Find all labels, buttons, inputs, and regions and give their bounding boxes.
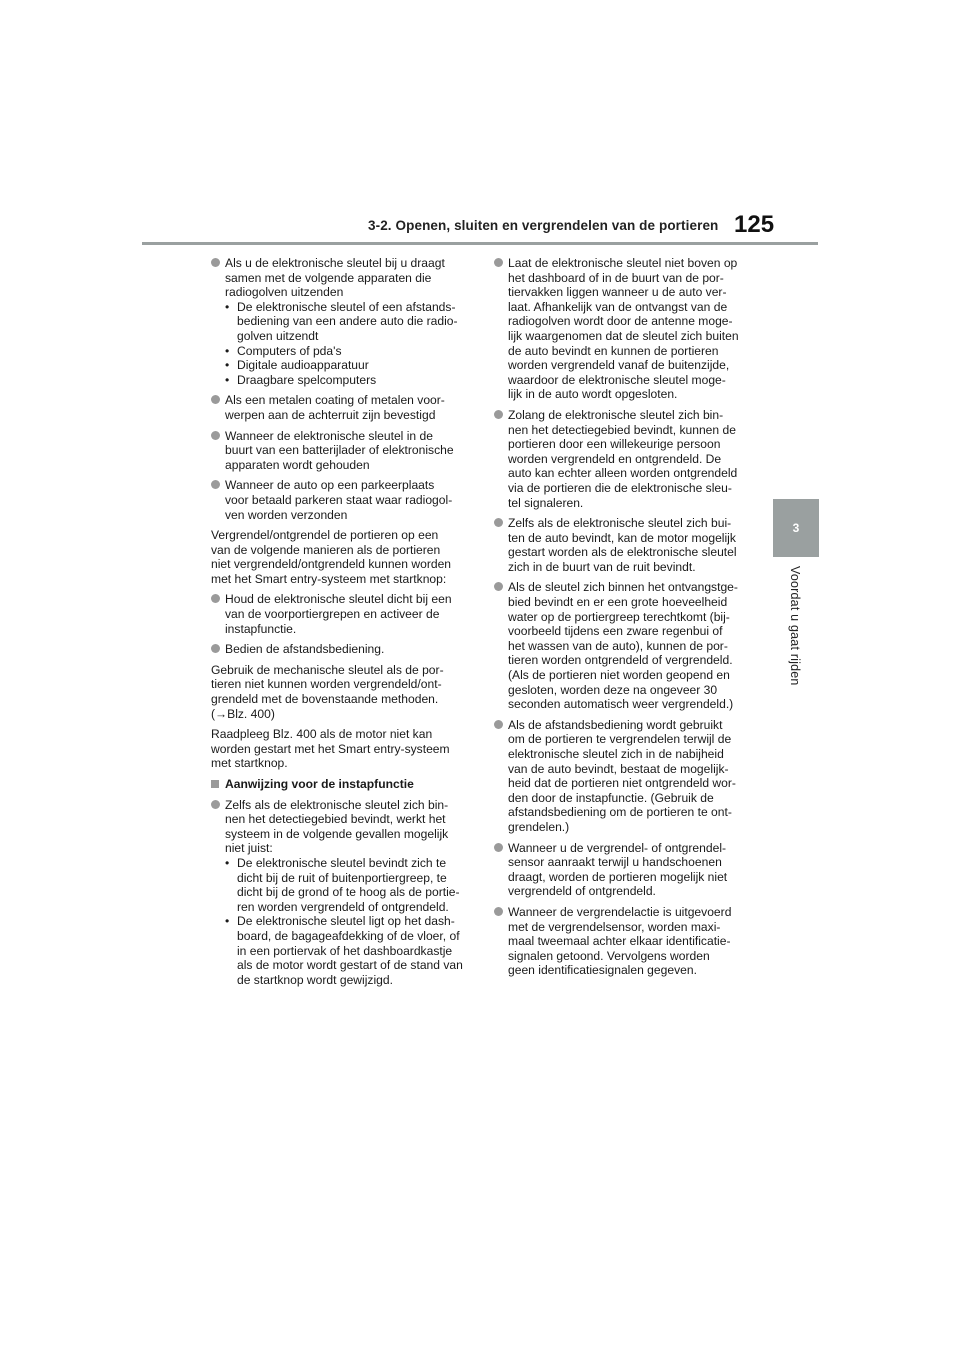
chapter-tab bbox=[773, 499, 819, 557]
text-line: dicht bij de ruit of buitenportiergreep, te bbox=[237, 870, 447, 885]
text-line: dicht bij de grond of te hoog als de portie- bbox=[237, 885, 460, 900]
text-line: Computers of pda's bbox=[237, 343, 342, 358]
text-line: met startknop. bbox=[211, 756, 288, 771]
list-item bbox=[211, 429, 471, 473]
text-line: de auto bevindt en kunnen de portieren bbox=[508, 343, 719, 358]
text-line: waardoor de elektronische sleutel moge- bbox=[508, 372, 726, 387]
bullet-icon bbox=[211, 395, 220, 404]
text-line: Als de afstandsbediening wordt gebruikt bbox=[508, 717, 723, 732]
list-item bbox=[211, 478, 471, 522]
sub-list bbox=[225, 856, 471, 987]
text-line: Zolang de elektronische sleutel zich bin- bbox=[508, 407, 724, 422]
text-line: Als een metalen coating of metalen voor- bbox=[225, 393, 445, 408]
paragraph bbox=[211, 663, 471, 721]
text-line: radiogolven wordt door de antenne moge- bbox=[508, 314, 733, 329]
text-line: werpen aan de achterruit zijn bevestigd bbox=[225, 407, 436, 422]
header-divider bbox=[142, 242, 818, 245]
text-line: van de voorportiergrepen en activeer de bbox=[225, 607, 440, 622]
bullet-icon bbox=[494, 258, 503, 267]
list-item bbox=[211, 592, 471, 636]
heading-text: Aanwijzing voor de instapfunctie bbox=[225, 777, 414, 791]
text-line: afstandsbediening om de portieren te ont- bbox=[508, 805, 732, 820]
list-item bbox=[494, 718, 754, 835]
text-line: tieren worden ontgrendeld of vergrendeld. bbox=[508, 653, 733, 668]
text-line: bediening van een andere auto die radio- bbox=[237, 314, 458, 329]
text-line: bied bevindt en er een grote hoeveelheid bbox=[508, 595, 728, 610]
text-line: sensor aanraakt terwijl u handschoenen bbox=[508, 855, 722, 870]
text-line: (Als de portieren niet worden geopend en bbox=[508, 668, 730, 683]
text-line: het dashboard of in de buurt van de por- bbox=[508, 270, 724, 285]
text-line: voorbeeld tijdens een zware regenbui of bbox=[508, 624, 723, 639]
text-line: radiogolven uitzenden bbox=[225, 285, 344, 300]
bullet-icon bbox=[211, 644, 220, 653]
text-line: Digitale audioapparatuur bbox=[237, 358, 369, 373]
sub-list-item bbox=[225, 300, 471, 344]
bullet-icon bbox=[211, 800, 220, 809]
list-item bbox=[494, 408, 754, 510]
text-line: Wanneer de elektronische sleutel in de bbox=[225, 428, 433, 443]
text-line: Als de sleutel zich binnen het ontvangstge- bbox=[508, 580, 738, 595]
text-line: Wanneer u de vergrendel- of ontgrendel- bbox=[508, 840, 727, 855]
text-line: voor betaald parkeren staat waar radiogol- bbox=[225, 492, 453, 507]
text-line: Als u de elektronische sleutel bij u draagt bbox=[225, 256, 445, 270]
bullet-icon bbox=[211, 431, 220, 440]
text-line: laat. Afhankelijk van de ontvangst van de bbox=[508, 299, 728, 314]
sub-list-item bbox=[225, 358, 471, 373]
text-line: den door de instapfunctie. (Gebruik de bbox=[508, 790, 714, 805]
text-line: nen het detectiegebied bevindt, werkt het bbox=[225, 812, 446, 827]
text-line: ren worden vergrendeld of ontgrendeld. bbox=[237, 899, 449, 914]
text-line: van de volgende manieren als de portieren bbox=[211, 542, 441, 557]
text-line: zich in de buurt van de ruit bevindt. bbox=[508, 559, 696, 574]
text-line: met het Smart entry-systeem met startknop: bbox=[211, 571, 447, 586]
dot-marker-icon: • bbox=[225, 914, 230, 929]
text-line: via de portieren die de elektronische sleu- bbox=[508, 480, 732, 495]
text-line: in een portiervak of het dashboardkastje bbox=[237, 943, 453, 958]
text-line: met de vergrendelsensor, worden maxi- bbox=[508, 919, 721, 934]
paragraph bbox=[211, 528, 471, 586]
bullet-icon bbox=[211, 480, 220, 489]
text-line: Zelfs als de elektronische sleutel zich bin- bbox=[225, 797, 449, 812]
list-item bbox=[494, 580, 754, 711]
text-line: Wanneer de vergrendelactie is uitgevoerd bbox=[508, 904, 732, 919]
list-item bbox=[494, 256, 754, 402]
text-line: worden vergrendeld en ontgrendeld. De bbox=[508, 451, 722, 466]
paragraph bbox=[211, 727, 471, 771]
text-line: niet vergrendeld/ontgrendeld kunnen worden bbox=[211, 557, 452, 572]
text-line: worden gestart met het Smart entry-systeem bbox=[211, 741, 450, 756]
list-item bbox=[494, 516, 754, 574]
list-item bbox=[211, 642, 471, 657]
text-line: worden vergrendeld vanaf de buitenzijde, bbox=[508, 358, 730, 373]
square-marker-icon bbox=[211, 780, 219, 788]
bullet-icon bbox=[494, 410, 503, 419]
list-item bbox=[211, 393, 471, 422]
sub-list-item bbox=[225, 373, 471, 388]
text-line: Laat de elektronische sleutel niet boven op bbox=[508, 256, 738, 270]
dot-marker-icon: • bbox=[225, 299, 230, 314]
text-line: samen met de volgende apparaten die bbox=[225, 270, 432, 285]
right-column bbox=[494, 256, 754, 984]
text-line: systeem in de volgende gevallen mogelijk bbox=[225, 826, 449, 841]
dot-marker-icon: • bbox=[225, 343, 230, 358]
chapter-title: Voordat u gaat rijden bbox=[788, 566, 802, 686]
text-line: niet juist: bbox=[225, 841, 273, 856]
text-line: seconden automatisch weer vergrendeld.) bbox=[508, 697, 734, 712]
text-line: vergrendeld of ontgrendeld. bbox=[508, 884, 656, 899]
text-line: nen het detectiegebied bevindt, kunnen de bbox=[508, 422, 736, 437]
text-line: tel signaleren. bbox=[508, 495, 584, 510]
text-line: ten de auto bevindt, kan de motor mogelijk bbox=[508, 530, 736, 545]
text-line: tiervakken liggen wanneer u de auto ver- bbox=[508, 285, 727, 300]
bullet-icon bbox=[494, 907, 503, 916]
text-line: om de portieren te vergrendelen terwijl de bbox=[508, 732, 732, 747]
text-line: portieren door een willekeurige persoon bbox=[508, 437, 721, 452]
text-line: Houd de elektronische sleutel dicht bij een bbox=[225, 592, 452, 607]
text-line: elektronische sleutel zich in de nabijheid bbox=[508, 747, 724, 761]
list-item bbox=[211, 256, 471, 387]
text-line: signalen getoond. Vervolgens worden bbox=[508, 948, 710, 963]
page-number: 125 bbox=[734, 211, 775, 238]
text-line: lijk in de auto wordt opgesloten. bbox=[508, 387, 678, 402]
text-line: van de auto bevindt, bestaat de mogelijk- bbox=[508, 761, 729, 776]
text-line: heid dat de portieren niet ontgrendeld wor- bbox=[508, 776, 736, 791]
text-line: Raadpleeg Blz. 400 als de motor niet kan bbox=[211, 727, 433, 742]
text-line: ven worden verzonden bbox=[225, 507, 348, 522]
text-line: instapfunctie. bbox=[225, 621, 297, 636]
text-line: auto kan echter alleen worden ontgrendeld bbox=[508, 466, 738, 481]
text-line: draagt, worden de portieren mogelijk niet bbox=[508, 869, 728, 884]
left-column bbox=[211, 256, 471, 993]
dot-marker-icon: • bbox=[225, 372, 230, 387]
text-line: gesloten, worden deze na ongeveer 30 bbox=[508, 682, 718, 697]
text-line: lijk waargenomen dat de sleutel zich buiten bbox=[508, 328, 739, 343]
bullet-icon bbox=[494, 720, 503, 729]
text-line: golven uitzendt bbox=[237, 328, 319, 343]
text-line: grendelen.) bbox=[508, 819, 570, 834]
text-line: geen identificatiesignalen gegeven. bbox=[508, 963, 697, 978]
list-item bbox=[494, 905, 754, 978]
text-line: Zelfs als de elektronische sleutel zich bui- bbox=[508, 516, 732, 531]
text-line: het wassen van de auto), kunnen de por- bbox=[508, 638, 728, 653]
text-line: gestart worden als de elektronische sleutel bbox=[508, 545, 737, 560]
list-item bbox=[494, 841, 754, 899]
text-line: water op de portiergreep terechtkomt (bij- bbox=[508, 609, 730, 624]
sub-list-item bbox=[225, 914, 471, 987]
text-line: Vergrendel/ontgrendel de portieren op een bbox=[211, 528, 439, 543]
text-line: Draagbare spelcomputers bbox=[237, 372, 377, 387]
dot-marker-icon: • bbox=[225, 855, 230, 870]
text-line: tieren niet kunnen worden vergrendeld/ont- bbox=[211, 677, 442, 692]
text-line: maal tweemaal achter elkaar identificatie- bbox=[508, 934, 731, 949]
text-line: buurt van een batterijlader of elektronische bbox=[225, 443, 454, 458]
text-line: board, de bagageafdekking of de vloer, of bbox=[237, 928, 460, 943]
text-line: De elektronische sleutel of een afstands- bbox=[237, 299, 456, 314]
bullet-icon bbox=[494, 843, 503, 852]
bullet-icon bbox=[211, 258, 220, 267]
bullet-icon bbox=[211, 594, 220, 603]
sub-list-item bbox=[225, 856, 471, 914]
list-item bbox=[211, 798, 471, 988]
section-title: 3-2. Openen, sluiten en vergrendelen van de portieren bbox=[368, 218, 719, 233]
text-line: grendeld met de bovenstaande methoden. bbox=[211, 692, 439, 707]
page-reference[interactable]: (→Blz. 400) bbox=[211, 706, 275, 721]
chapter-number: 3 bbox=[792, 521, 800, 535]
text-line: Bedien de afstandsbediening. bbox=[225, 642, 385, 657]
section-heading bbox=[211, 777, 471, 792]
text-line: de startknop wordt gewijzigd. bbox=[237, 972, 393, 987]
text-line: Wanneer de auto op een parkeerplaats bbox=[225, 478, 435, 493]
text-line: apparaten wordt gehouden bbox=[225, 457, 370, 472]
text-line: als de motor wordt gestart of de stand van bbox=[237, 958, 463, 973]
sub-list bbox=[225, 300, 471, 388]
text-line: Gebruik de mechanische sleutel als de por- bbox=[211, 662, 444, 677]
bullet-icon bbox=[494, 518, 503, 527]
text-line: De elektronische sleutel ligt op het dash- bbox=[237, 914, 455, 929]
dot-marker-icon: • bbox=[225, 358, 230, 373]
text-line: De elektronische sleutel bevindt zich te bbox=[237, 855, 447, 870]
bullet-icon bbox=[494, 582, 503, 591]
sub-list-item bbox=[225, 344, 471, 359]
